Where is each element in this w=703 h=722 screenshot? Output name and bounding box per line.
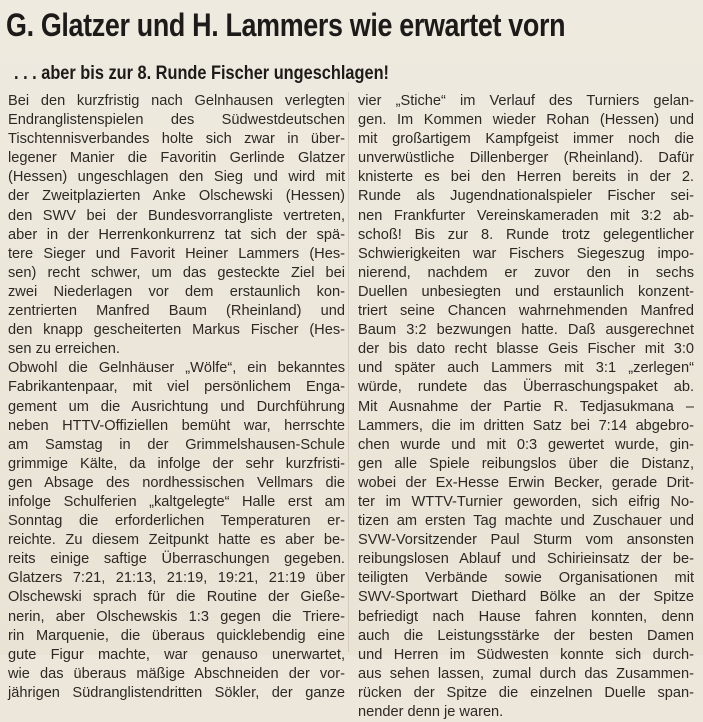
article-line: den SWV bei der Bundesvorrangliste vertreten, [8, 207, 345, 224]
article-line: nender denn je waren. [358, 704, 504, 720]
article-line: auch die Leistungsstärke der besten Damen [358, 627, 694, 644]
article-line: und Herren im Südwesten konnte sich durch- [358, 646, 694, 663]
article-line: zentrierten Manfred Baum (Rheinland) und [8, 303, 345, 320]
article-line: jährigen Südranglistendritten Sökler, der ganze [8, 684, 345, 701]
article-line: Olschewski sprach für die Routine der Gieße- [8, 589, 345, 606]
article-line: schoß! Bis zur 8. Runde trotz gelegentlicher [358, 226, 694, 243]
article-line: SWV-Sportwart Diethard Bölke an der Spitze [358, 589, 694, 606]
article-line: würde, rundete das Überraschungspaket ab. [358, 379, 694, 396]
article-line: tizen am ersten Tag machte und Zuschauer und [358, 513, 694, 530]
article-line: reichte. Zu diesem Zeitpunkt hatte es aber be- [8, 532, 345, 549]
article-line: Glatzers 7:21, 21:13, 21:19, 19:21, 21:19 über [8, 570, 345, 587]
article-line: Duellen unbesiegten und erstaunlich konzent- [358, 283, 694, 300]
article-line: Lammers, die im dritten Satz bei 7:14 abgebro- [358, 417, 694, 434]
article-line: Mit Ausnahme der Partie R. Tedjasukmana – [358, 398, 694, 415]
article-line: der bis dato recht blasse Geis Fischer mit 3:0 [358, 341, 694, 358]
article-line: reibungslosen Ablauf und Schirieinsatz der be- [358, 551, 694, 568]
article-line: Endranglistenspielen des Südwestdeutschen [8, 112, 345, 129]
article-line: Baum 3:2 bezwungen hatte. Daß ausgerechnet [358, 322, 694, 339]
article-line: tere Sieger und Favorit Heiner Lammers (Hes- [8, 245, 345, 262]
article-line: zwei Niederlagen vor dem erstaunlich kon- [8, 283, 345, 300]
article-line: nerin, aber Olschewskis 1:3 gegen die Triere- [8, 608, 345, 625]
article-line: Sonntag die erforderlichen Temperaturen er- [8, 513, 345, 530]
article-line: aber in der Herrenkonkurrenz tat sich der spä- [8, 226, 345, 243]
article-line: Schwierigkeiten war Fischers Siegeszug impo- [358, 245, 694, 262]
article-line: Tischtennisverbandes holte sich zwar in über- [8, 131, 345, 148]
article-line: gen alle Spiele reibungslos über die Distanz, [358, 455, 694, 472]
article-line: wobei der Ex-Hesse Erwin Becker, gerade Drit- [358, 474, 694, 491]
article-line: aus sehen lassen, zumal durch das Zusammen- [358, 665, 694, 682]
article-line: rücken der Spitze die einzelnen Duelle span- [358, 684, 694, 701]
article-line: nierend, nachdem er zuvor den in sechs [358, 264, 694, 281]
article-line: Fabrikantenpaar, mit viel persönlichem Enga- [8, 379, 345, 396]
article-line: knisterte es bei den Herren bereits in der 2. [358, 169, 694, 186]
article-line: Bei den kurzfristig nach Gelnhausen verlegten [8, 93, 345, 109]
subheadline: . . . aber bis zur 8. Runde Fischer ungeschlagen! [14, 63, 390, 84]
article-line: gement um die Ausrichtung und Durchführung [8, 398, 345, 415]
article-column-left [8, 92, 345, 703]
column-divider [348, 92, 349, 652]
headline: G. Glatzer und H. Lammers wie erwartet vorn [6, 7, 566, 43]
article-line: gute Figur machte, war genauso unerwartet, [8, 646, 345, 663]
article-line: (Hessen) ungeschlagen den Sieg und wird mit [8, 169, 345, 186]
article-line: rin Marquenie, die überaus quicklebendig eine [8, 627, 345, 644]
article-line: SVW-Vorsitzender Paul Sturm vom ansonsten [358, 532, 694, 549]
article-line: infolge Schulferien „kaltgelegte“ Halle erst am [8, 493, 345, 510]
article-line: ter im WTTV-Turnier geworden, sich eifrig No- [358, 493, 694, 510]
article-line: gen. Im Kommen wieder Rohan (Hessen) und [358, 112, 694, 129]
article-line: Obwohl die Gelnhäuser „Wölfe“, ein bekanntes [8, 360, 345, 377]
article-line: nen Frankfurter Vereinskameraden mit 3:2 ab- [358, 207, 694, 224]
article-line: vier „Stiche“ im Verlauf des Turniers gelan- [358, 93, 694, 109]
article-line: reits einige saftige Überraschungen gegeben. [8, 551, 345, 568]
article-line: mit großartigem Kampfgeist immer noch die [358, 131, 694, 148]
article-line: legener Manier die Favoritin Gerlinde Glatzer [8, 150, 345, 167]
article-line: den knapp gescheiterten Markus Fischer (Hes- [8, 322, 345, 339]
article-line: Runde als Jugendnationalspieler Fischer sei- [358, 188, 694, 205]
article-line: und später auch Lammers mit 3:1 „zerlegen“ [358, 360, 694, 377]
article-line: neben HTTV-Offiziellen bemüht war, herrschte [8, 417, 345, 434]
article-line: grimmige Kälte, da infolge der sehr kurzfristi- [8, 455, 345, 472]
article-line: gen Absage des nordhessischen Vellmars die [8, 474, 345, 491]
article-line: unverwüstliche Dillenberger (Rheinland). Dafür [358, 150, 694, 167]
article-line: teiligten Verbände sowie Organisationen mit [358, 570, 694, 587]
article-line: triert seine Chancen wahrnehmenden Manfred [358, 303, 694, 320]
article-line: wie das überaus mäßige Abschneiden der vor- [8, 665, 345, 682]
article-line: sen) recht schwer, um das gesteckte Ziel bei [8, 264, 345, 281]
article-column-right [358, 92, 694, 722]
article-line: befriedigt nach Hause fahren konnten, denn [358, 608, 694, 625]
article-line: am Samstag in der Grimmelshausen-Schule [8, 436, 345, 453]
article-line: der Zweitplazierten Anke Olschewski (Hessen) [8, 188, 345, 205]
article-line: chen wurde und mit 0:3 gewertet wurde, gin- [358, 436, 694, 453]
article-line: sen zu erreichen. [8, 341, 120, 358]
